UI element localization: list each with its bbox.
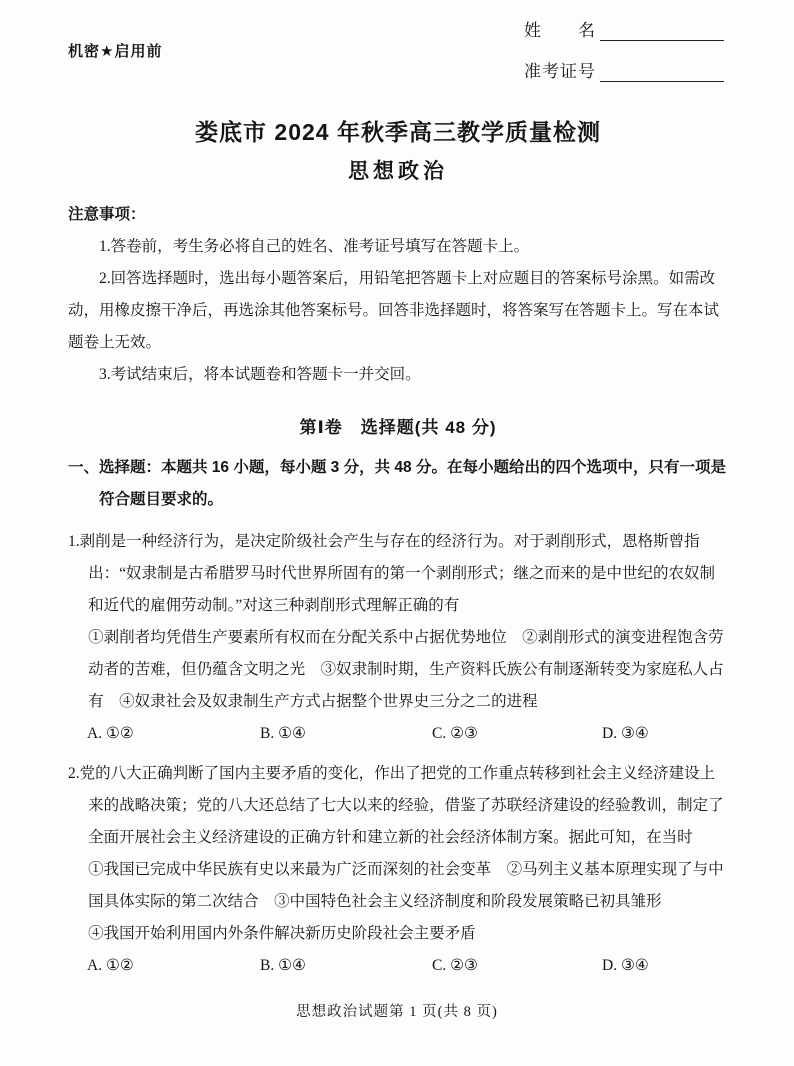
question-2-options	[68, 950, 728, 982]
question-2-option-c: C. ②③	[432, 957, 478, 974]
page-header	[68, 16, 728, 112]
name-field-row	[524, 16, 724, 41]
name-label: 姓 名	[524, 21, 596, 40]
notes-heading: 注意事项：	[68, 206, 146, 223]
note-item-3: 3.考试结束后，将本试题卷和答题卡一并交回。	[99, 366, 421, 383]
note-item-2: 2.回答选择题时，选出每小题答案后，用铅笔把答题卡上对应题目的答案标号涂黑。如需改动，用橡皮擦干净后，再选涂其他答案标号。回答非选择题时，将答案写在答题卡上。写在本试题卷上无效。	[68, 270, 720, 351]
exam-title: 娄底市 2024 年秋季高三教学质量检测	[195, 119, 601, 145]
question-2-stem: 2.党的八大正确判断了国内主要矛盾的变化，作出了把党的工作重点转移到社会主义经济建设上来的战略决策；党的八大还总结了七大以来的经验，借鉴了苏联经济建设的经验教训，制定了全面开展社会主义经济建设的正确方针和建立新的社会经济体制方案。据此可知，在当时	[68, 765, 724, 846]
question-2-option-d: D. ③④	[602, 957, 649, 974]
question-2-option-a: A. ①②	[87, 957, 134, 974]
subject-title: 思想政治	[348, 160, 448, 183]
question-1-option-a: A. ①②	[87, 725, 134, 742]
question-1-stem: 1.剥削是一种经济行为，是决定阶级社会产生与存在的经济行为。对于剥削形式，恩格斯曾指出：“奴隶制是古希腊罗马时代世界所固有的第一个剥削形式；继之而来的是中世纪的农奴制和近代的雇佣劳动制。”对这三种剥削形式理解正确的有	[68, 533, 716, 614]
section-instruction: 一、选择题：本题共 16 小题，每小题 3 分，共 48 分。在每小题给出的四个选项中，只有一项是符合题目要求的。	[68, 459, 726, 508]
name-blank-line	[600, 19, 724, 41]
question-1-options	[68, 718, 728, 750]
exam-no-field-row	[524, 57, 724, 82]
question-1-option-b: B. ①④	[260, 725, 306, 742]
page-footer: 思想政治试题第 1 页(共 8 页)	[296, 1004, 498, 1020]
question-2-option-b: B. ①④	[260, 957, 306, 974]
notes-section	[68, 199, 728, 391]
question-1-option-c: C. ②③	[432, 725, 478, 742]
note-item-1: 1.答卷前，考生务必将自己的姓名、准考证号填写在答题卡上。	[99, 238, 530, 255]
question-1-statements: ①剥削者均凭借生产要素所有权而在分配关系中占据优势地位 ②剥削形式的演变进程饱含劳动者的苦难，但仍蕴含文明之光 ③奴隶制时期，生产资料氏族公有制逐渐转变为家庭私人占有 ④奴隶社会及奴隶制生产方式占据整个世界史三分之二的进程	[88, 629, 724, 710]
question-1-option-d: D. ③④	[602, 725, 649, 742]
section-heading: 第Ⅰ卷 选择题(共 48 分)	[299, 418, 497, 437]
classification-label: 机密★启用前	[68, 43, 163, 60]
question-2-statements-2: ④我国开始利用国内外条件解决新历史阶段社会主要矛盾	[88, 925, 476, 942]
exam-no-blank-line	[600, 60, 724, 82]
question-2-statements-1: ①我国已完成中华民族有史以来最为广泛而深刻的社会变革 ②马列主义基本原理实现了与中国具体实际的第二次结合 ③中国特色社会主义经济制度和阶段发展策略已初具雏形	[88, 861, 724, 910]
question-1	[68, 526, 728, 750]
exam-no-label: 准考证号	[524, 62, 596, 81]
candidate-fields	[524, 16, 724, 98]
question-2	[68, 758, 728, 982]
